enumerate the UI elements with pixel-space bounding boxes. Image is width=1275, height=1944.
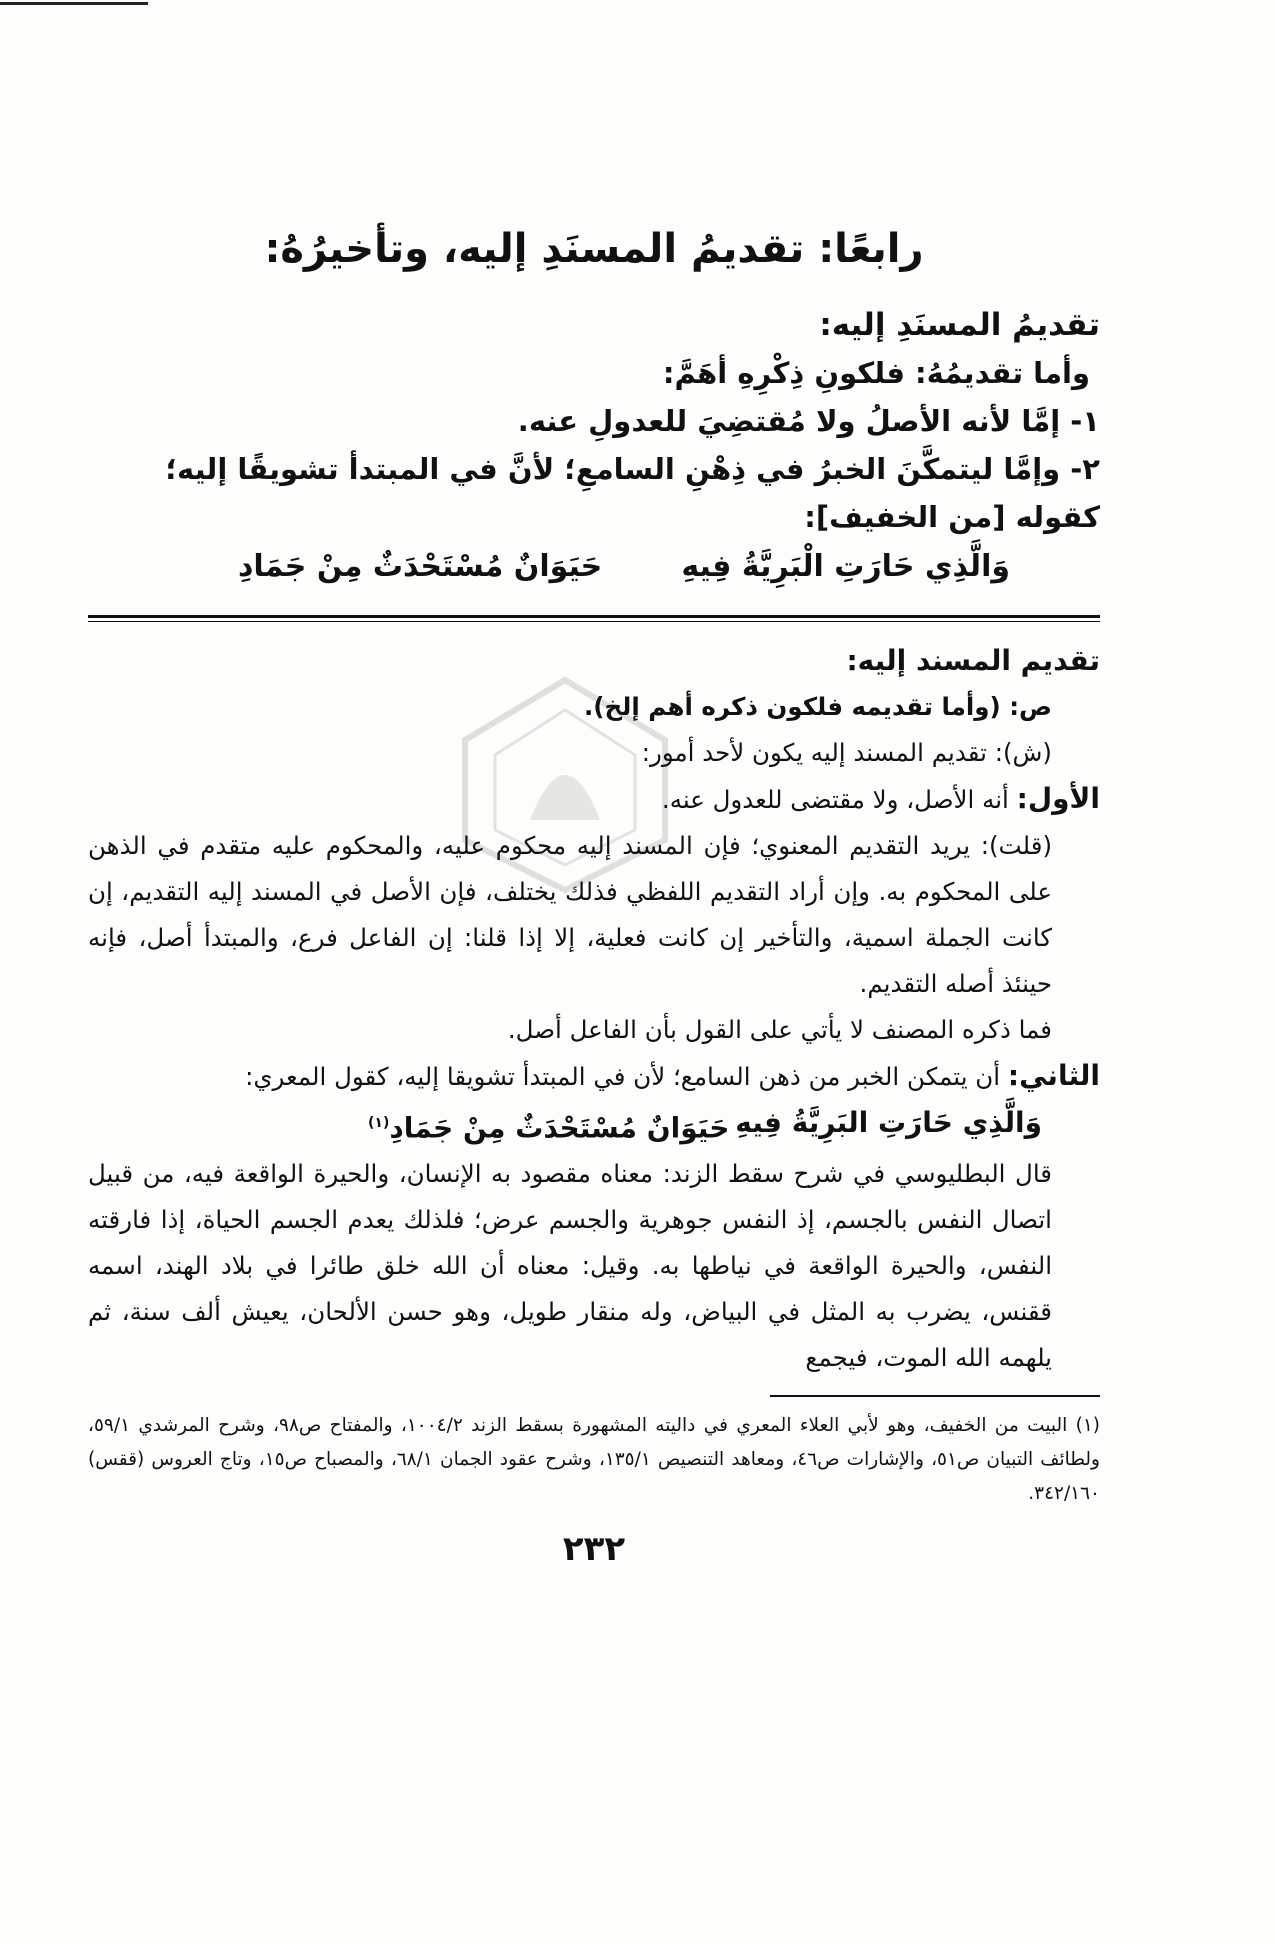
sharh-verse-second-wrap (368, 1100, 729, 1151)
page-content (88, 185, 1100, 1569)
sharh-verse-second: حَيَوَانٌ مُسْتَحْدَثٌ مِنْ جَمَادِ (389, 1111, 730, 1145)
verse-second-hemistich: حَيَوَانٌ مُسْتَحْدَثٌ مِنْ جَمَادِ (238, 549, 603, 584)
sharh-subheading: تقديم المسند إليه: (846, 644, 1100, 677)
sharh-verse-first: وَالَّذِي حَارَتِ البَرِيَّةُ فِيهِ (735, 1106, 1042, 1139)
shin-line: (ش): تقديم المسند إليه يكون لأحد أمور: (641, 738, 1052, 767)
matn-block (88, 301, 1100, 593)
scan-edge-line (0, 2, 148, 5)
sad-line: ص: (وأما تقديمه فلكون ذكره أهم إلخ). (583, 692, 1052, 721)
footnotes (88, 1409, 1100, 1511)
matn-reason-1: ١- إمَّا لأنه الأصلُ ولا مُقتضِيَ للعدولِ عنه. (517, 404, 1100, 438)
footnote-marker: (١) (368, 1115, 390, 1131)
batalyawsi-paragraph: قال البطليوسي في شرح سقط الزند: معناه مقصود به الإنسان، والحيرة الواقعة فيه، من قبيل اتصال النفس بالجسم، إذ النفس جوهرية والجسم عرض؛ فلذلك يعدم الجسم الحياة، إذا فارقته النفس، والحيرة الواقعة في نياطها به. وقيل: معناه أن الله خلق طائرا في بلاد الهند، اسمه ققنس، يضرب به المثل في البياض، وله منقار طويل، وهو حسن الألحان، يعيش ألف سنة، ثم يلهمه الله الموت، فيجمع (88, 1159, 1052, 1373)
first-text: أنه الأصل، ولا مقتضى للعدول عنه. (661, 785, 1009, 814)
note-line: فما ذكره المصنف لا يأتي على القول بأن الفاعل أصل. (507, 1015, 1052, 1044)
sharh-verse (88, 1100, 1100, 1151)
second-reason (88, 1053, 1100, 1100)
footnote-1: (١) البيت من الخفيف، وهو لأبي العلاء المعري في داليته المشهورة بسقط الزند ١٠٠٤/٢، والمفتاح ص٩٨، وشرح المرشدي ٥٩/١، ولطائف التبيان ص٥١، والإشارات ص٤٦، ومعاهد التنصيص ١٣٥/١، وشرح عقود الجمان ٦٨/١، والمصباح ص١٥، وتاج العروس (ققس) ٣٤٢/١٦٠. (88, 1415, 1100, 1505)
matn-intro: وأما تقديمُهُ: فلكونِ ذِكْرِهِ أهَمَّ: (662, 356, 1090, 390)
matn-verse (88, 541, 1100, 593)
footnote-rule (770, 1395, 1100, 1397)
second-text: أن يتمكن الخبر من ذهن السامع؛ لأن في المبتدأ تشويقا إليه، كقول المعري: (245, 1062, 1001, 1091)
section-divider (88, 615, 1100, 622)
matn-reason-2: ٢- وإمَّا ليتمكَّنَ الخبرُ في ذِهْنِ السامعِ؛ لأنَّ في المبتدأ تشويقًا إليه؛ كقوله [من الخفيف]: (165, 452, 1100, 534)
verse-first-hemistich: وَالَّذِي حَارَتِ الْبَرِيَّةُ فِيهِ (681, 549, 1010, 584)
first-reason (88, 776, 1100, 823)
sharh-block (88, 638, 1100, 1381)
matn-subheading: تقديمُ المسنَدِ إليه: (819, 307, 1100, 343)
section-title: رابعًا: تقديمُ المسنَدِ إليه، وتأخيرُهُ: (264, 226, 924, 272)
first-label: الأول: (1016, 782, 1100, 815)
page-number: ٢٣٢ (562, 1529, 626, 1570)
qultu-paragraph: (قلت): يريد التقديم المعنوي؛ فإن المسند إليه محكوم عليه، والمحكوم عليه متقدم في الذهن على المحكوم به. وإن أراد التقديم اللفظي فذلك يختلف، فإن الأصل في المسند إليه التقديم، إن كانت الجملة اسمية، والتأخير إن كانت فعلية، إلا إذا قلنا: إن الفاعل فرع، والمبتدأ أصل، فإنه حينئذ أصله التقديم. (88, 831, 1052, 998)
second-label: الثاني: (1007, 1059, 1100, 1092)
